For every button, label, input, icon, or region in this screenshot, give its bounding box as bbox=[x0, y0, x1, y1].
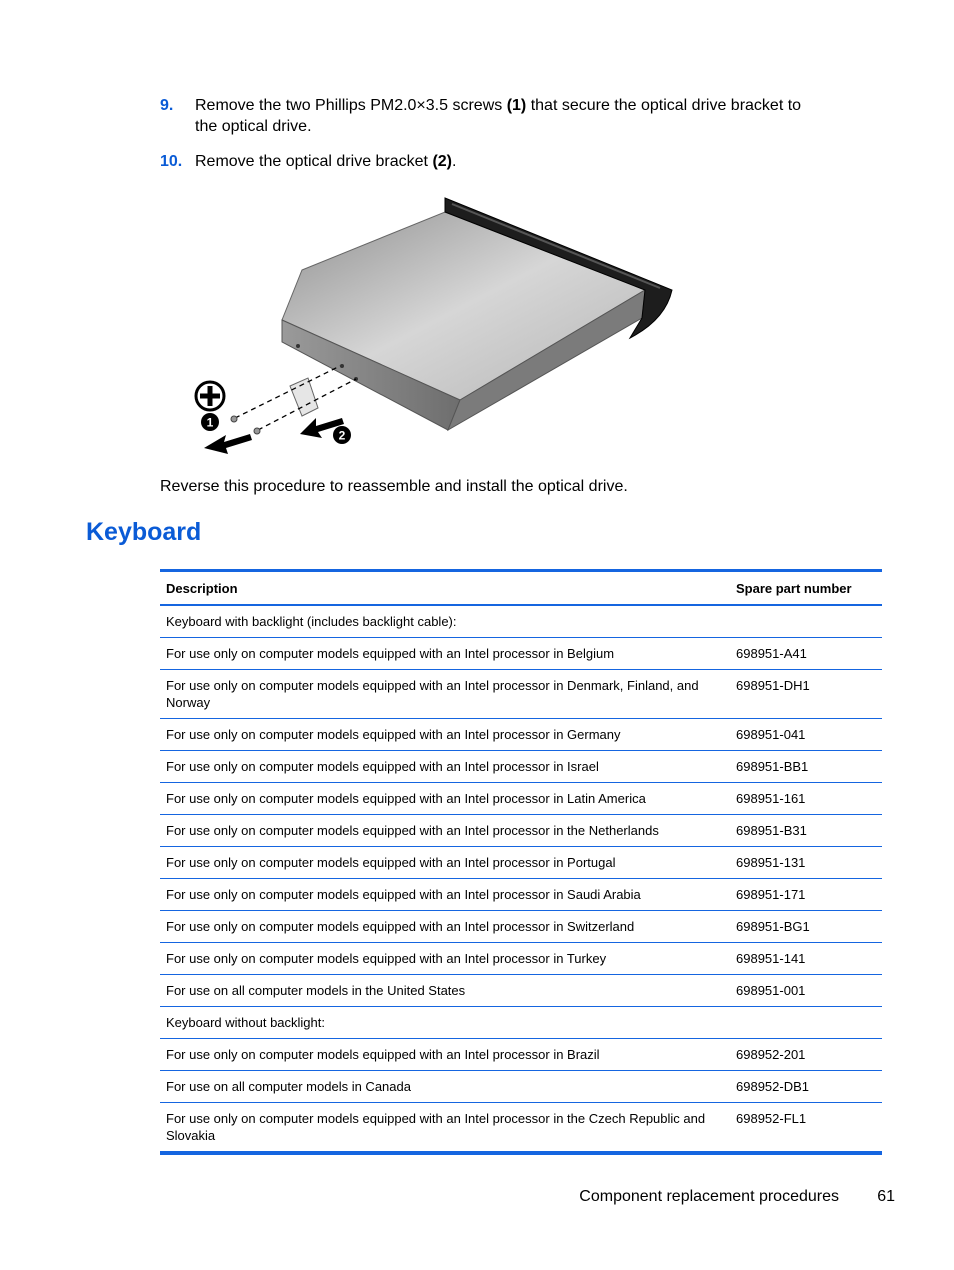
table-row bbox=[160, 670, 882, 719]
row-part-number: 698951-DH1 bbox=[730, 670, 882, 719]
table-row bbox=[160, 815, 882, 847]
table-row bbox=[160, 751, 882, 783]
step-text-part: Remove the optical drive bracket bbox=[195, 153, 433, 170]
table-row bbox=[160, 911, 882, 943]
drive-bracket bbox=[290, 378, 318, 416]
row-part-number: 698951-171 bbox=[730, 879, 882, 911]
optical-drive-illustration bbox=[190, 190, 690, 460]
row-part-number: 698951-131 bbox=[730, 847, 882, 879]
row-description: For use only on computer models equipped with an Intel processor in Switzerland bbox=[160, 911, 730, 943]
row-part-number: 698951-A41 bbox=[730, 638, 882, 670]
screw bbox=[254, 428, 260, 434]
row-description: For use only on computer models equipped with an Intel processor in Latin America bbox=[160, 783, 730, 815]
row-part-number bbox=[730, 1007, 882, 1039]
removal-arrow-1 bbox=[204, 434, 252, 454]
callout-1 bbox=[201, 413, 219, 431]
callout-reference: (1) bbox=[506, 97, 527, 114]
description-header: Description bbox=[160, 572, 730, 605]
row-description: For use only on computer models equipped with an Intel processor in Israel bbox=[160, 751, 730, 783]
table-row bbox=[160, 1103, 882, 1152]
page-number: 61 bbox=[877, 1188, 895, 1205]
row-part-number: 698951-141 bbox=[730, 943, 882, 975]
table-row bbox=[160, 1039, 882, 1071]
row-part-number: 698952-201 bbox=[730, 1039, 882, 1071]
row-part-number: 698952-FL1 bbox=[736, 1111, 807, 1126]
phillips-screwdriver-icon bbox=[196, 382, 224, 410]
row-part-number bbox=[730, 605, 882, 638]
row-description: For use only on computer models equipped with an Intel processor in Germany bbox=[160, 719, 730, 751]
table-row bbox=[160, 719, 882, 751]
step-text-part: Remove the two Phillips PM2.0×3.5 screws bbox=[195, 97, 507, 114]
step-text-part: . bbox=[452, 153, 457, 170]
svg-text:1: 1 bbox=[206, 415, 214, 430]
table-row bbox=[160, 943, 882, 975]
footer-section-title: Component replacement procedures bbox=[579, 1188, 839, 1205]
row-part-number: 698951-001 bbox=[730, 975, 882, 1007]
part-number-header: Spare part number bbox=[730, 572, 882, 605]
row-description: Keyboard with backlight (includes backlight cable): bbox=[160, 605, 730, 638]
row-part-number: 698951-041 bbox=[730, 719, 882, 751]
row-description: For use only on computer models equipped with an Intel processor in Brazil bbox=[160, 1039, 730, 1071]
table-row bbox=[160, 879, 882, 911]
step-10 bbox=[160, 151, 820, 172]
row-part-number: 698952-DB1 bbox=[730, 1071, 882, 1103]
row-description: Keyboard without backlight: bbox=[160, 1007, 730, 1039]
table-row bbox=[160, 638, 882, 670]
row-description: For use only on computer models equipped with an Intel processor in Belgium bbox=[160, 638, 730, 670]
row-description: For use only on computer models equipped with an Intel processor in the Czech Republic and Slovakia bbox=[166, 1111, 706, 1143]
callout-2 bbox=[333, 426, 351, 444]
row-description: For use only on computer models equipped with an Intel processor in Portugal bbox=[160, 847, 730, 879]
row-part-number: 698951-161 bbox=[730, 783, 882, 815]
table-row bbox=[160, 1007, 882, 1039]
step-text bbox=[195, 151, 820, 172]
row-part-number: 698951-BB1 bbox=[730, 751, 882, 783]
step-number: 10. bbox=[160, 153, 183, 170]
svg-text:2: 2 bbox=[338, 428, 346, 443]
step-text bbox=[195, 95, 820, 137]
row-description: For use only on computer models equipped with an Intel processor in the Netherlands bbox=[160, 815, 730, 847]
section-heading: Keyboard bbox=[86, 518, 202, 546]
step-9 bbox=[160, 95, 820, 137]
spare-parts-table bbox=[160, 569, 882, 1155]
table-row bbox=[160, 605, 882, 638]
row-description: For use only on computer models equipped with an Intel processor in Saudi Arabia bbox=[160, 879, 730, 911]
row-description: For use only on computer models equipped with an Intel processor in Denmark, Finland, and Norway bbox=[160, 670, 730, 719]
step-text-part: that secure the optical drive bracket to the optical drive. bbox=[195, 97, 802, 135]
table-row bbox=[160, 1071, 882, 1103]
row-description: For use only on computer models equipped with an Intel processor in Turkey bbox=[160, 943, 730, 975]
row-part-number: 698951-BG1 bbox=[730, 911, 882, 943]
table-row bbox=[160, 783, 882, 815]
row-description: For use on all computer models in the United States bbox=[160, 975, 730, 1007]
table-row bbox=[160, 975, 882, 1007]
row-description: For use on all computer models in Canada bbox=[160, 1071, 730, 1103]
screw bbox=[231, 416, 237, 422]
callout-reference: (2) bbox=[432, 153, 453, 170]
drive-top-surface bbox=[282, 212, 645, 400]
step-number: 9. bbox=[160, 97, 174, 114]
table-header-row bbox=[160, 572, 882, 605]
table-row bbox=[160, 847, 882, 879]
row-part-number: 698951-B31 bbox=[730, 815, 882, 847]
reassembly-note: Reverse this procedure to reassemble and install the optical drive. bbox=[160, 478, 628, 495]
